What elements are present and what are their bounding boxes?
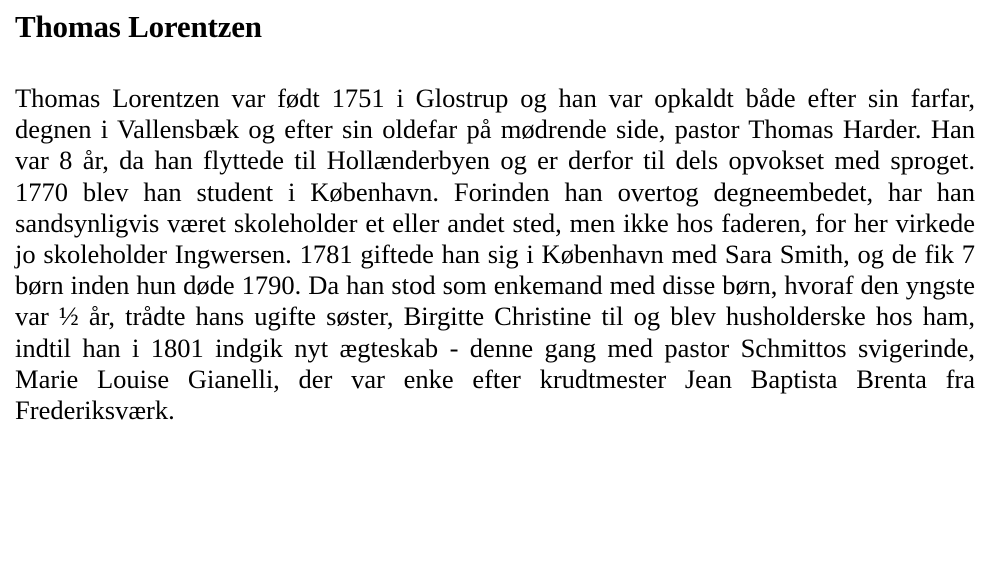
- document-title: Thomas Lorentzen: [15, 9, 262, 44]
- body-paragraph: Thomas Lorentzen var født 1751 i Glostrup og han var opkaldt både efter sin farfar, degnen i Vallensbæk og efter sin oldefar på mødrende side, pastor Thomas Harder. Han var 8 år, da han flyttede til Hollænderbyen og er derfor til dels opvokset med sproget. 1770 blev han student i København. Forinden han overtog degneembedet, har han sandsynligvis været skoleholder et eller andet sted, men ikke hos faderen, for her virkede jo skoleholder Ingwersen. 1781 giftede han sig i København med Sara Smith, og de fik 7 børn inden hun døde 1790. Da han stod som enkemand med disse børn, hvoraf den yngste var ½ år, trådte hans ugifte søster, Birgitte Christine til og blev husholderske hos ham, indtil han i 1801 indgik nyt ægteskab - denne gang med pastor Schmittos svigerinde, Marie Louise Gianelli, der var enke efter krudtmester Jean Baptista Brenta fra Frederiksværk.: [15, 83, 975, 426]
- document-page: [15, 0, 975, 426]
